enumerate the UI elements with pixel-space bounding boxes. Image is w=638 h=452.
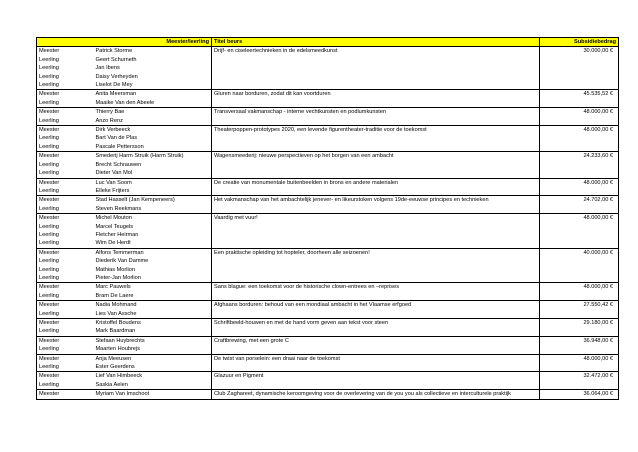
person-role: Leerling: [37, 381, 94, 390]
person-role: Leerling: [37, 274, 94, 283]
subsidy-amount: 48.000,00 €: [540, 178, 619, 196]
table-row: [37, 90, 619, 99]
table-row: [37, 196, 619, 205]
person-name: Brecht Schrauwen: [94, 161, 212, 169]
subsidy-amount: 32.472,00 €: [540, 372, 619, 390]
person-role: Leerling: [37, 64, 94, 72]
person-role: Meester: [37, 336, 94, 345]
table-row: [37, 214, 619, 223]
subsidy-amount: 48.000,00 €: [540, 354, 619, 372]
person-role: Leerling: [37, 134, 94, 142]
person-role: Leerling: [37, 117, 94, 126]
subsidy-amount: 24.702,00 €: [540, 196, 619, 214]
person-name: Dieter Van Mol: [94, 169, 212, 178]
person-role: Meester: [37, 47, 94, 56]
subsidy-amount: 27.550,42 €: [540, 301, 619, 319]
header-subsidy-amount: Subsidiebedrag: [540, 38, 619, 47]
subsidy-amount: 48.000,00 €: [540, 283, 619, 301]
person-name: Jan Ibens: [94, 64, 212, 72]
person-name: Liselot De Mey: [94, 81, 212, 90]
grant-title: De creatie van monumentale buitenbeelden in brons en andere materialen: [212, 178, 540, 196]
person-name: Maarten Houbrejs: [94, 345, 212, 354]
person-name: Anja Meeusen: [94, 354, 212, 363]
table-row: [37, 47, 619, 56]
grant-title: Drijf- en ciseleertechnieken in de edelsmeedkunst: [212, 47, 540, 90]
person-role: Meester: [37, 390, 94, 399]
table-row: [37, 152, 619, 161]
grant-title: Transversaal vakmanschap - interne vechtkunsten en podiumkunsten: [212, 108, 540, 126]
header-grant-title: Titel beurs: [212, 38, 540, 47]
person-role: Meester: [37, 196, 94, 205]
person-role: Leerling: [37, 363, 94, 372]
person-role: Leerling: [37, 73, 94, 81]
person-name: Wim De Herdt: [94, 239, 212, 248]
person-name: Saskia Aelen: [94, 381, 212, 390]
subsidy-amount: 29.180,00 €: [540, 319, 619, 337]
table-row: [37, 390, 619, 399]
person-role: Meester: [37, 319, 94, 328]
table-row: [37, 126, 619, 135]
person-name: Fletcher Heirman: [94, 231, 212, 239]
subsidy-amount: 36.948,00 €: [540, 336, 619, 354]
person-name: Myriam Van Imschoot: [94, 390, 212, 399]
person-role: Meester: [37, 178, 94, 187]
person-role: Leerling: [37, 257, 94, 265]
grant-title: Theaterpoppen-prototypes 2020, een levende figurentheater-traditie voor de toekomst: [212, 126, 540, 152]
table-row: [37, 283, 619, 292]
person-name: Dirk Verbeeck: [94, 126, 212, 135]
person-role: Leerling: [37, 345, 94, 354]
person-role: Meester: [37, 108, 94, 117]
person-role: Leerling: [37, 266, 94, 274]
person-role: Leerling: [37, 239, 94, 248]
person-role: Meester: [37, 301, 94, 310]
person-name: Kristoffel Boudens: [94, 319, 212, 328]
person-name: Mathias Morlion: [94, 266, 212, 274]
person-role: Leerling: [37, 310, 94, 319]
person-role: Leerling: [37, 223, 94, 231]
person-name: Elleke Frijters: [94, 187, 212, 196]
person-name: Anzo Renz: [94, 117, 212, 126]
subsidy-amount: 45.535,52 €: [540, 90, 619, 108]
person-role: Leerling: [37, 81, 94, 90]
subsidy-amount: 48.000,00 €: [540, 214, 619, 249]
person-role: Leerling: [37, 187, 94, 196]
person-role: Leerling: [37, 169, 94, 178]
person-name: Lies Van Assche: [94, 310, 212, 319]
person-name: Stad Hasselt (Jan Kempeneers): [94, 196, 212, 205]
subsidy-amount: 40.000,00 €: [540, 248, 619, 283]
person-name: Bram De Laere: [94, 292, 212, 301]
person-name: Geert Schurneth: [94, 56, 212, 64]
grant-title: Wagensmeederij: nieuwe perspectieven op het borgen van een ambacht: [212, 152, 540, 178]
person-name: Steven Reekmans: [94, 205, 212, 214]
person-name: Ester Geerdens: [94, 363, 212, 372]
table-row: [37, 354, 619, 363]
grant-title: Het vakmanschap van het ambachtelijk jenever- en likeurstoken volgens 19de-eeuwse principes en technieken: [212, 196, 540, 214]
grant-title: De twist van porselein: een draai naar de toekomst: [212, 354, 540, 372]
table-row: [37, 301, 619, 310]
grant-title: Schriftbeeld-houwen en met de hand vorm geven aan tekst voor steen: [212, 319, 540, 337]
table-body: [37, 47, 619, 399]
grant-title: Een praktische opleiding tot hopteler, doorheen alle seizoenen!: [212, 248, 540, 283]
table-row: [37, 248, 619, 257]
person-role: Meester: [37, 90, 94, 99]
person-role: Meester: [37, 214, 94, 223]
grant-title: Vaardig met vuur!: [212, 214, 540, 249]
person-role: Leerling: [37, 99, 94, 108]
person-name: Mark Baardman: [94, 327, 212, 336]
person-name: Smederij Harm Struik (Harm Struik): [94, 152, 212, 161]
subsidy-amount: 30.000,00 €: [540, 47, 619, 90]
person-name: Maaike Van den Abeele: [94, 99, 212, 108]
person-name: Pascale Pettersson: [94, 143, 212, 152]
person-name: Lief Van Himbeeck: [94, 372, 212, 381]
table-row: [37, 319, 619, 328]
person-name: Daisy Verheyden: [94, 73, 212, 81]
subsidy-amount: 48.000,00 €: [540, 126, 619, 152]
grant-title: Glazuur en Pigment: [212, 372, 540, 390]
person-name: Stefaan Huybrechts: [94, 336, 212, 345]
person-name: Marcel Teugels: [94, 223, 212, 231]
person-name: Anita Meersman: [94, 90, 212, 99]
grant-title: Sans blague: een toekomst voor de historische clown-entrees en –reprises: [212, 283, 540, 301]
person-name: Patrick Storme: [94, 47, 212, 56]
header-master-student: Meester/leerling: [37, 38, 212, 47]
person-role: Leerling: [37, 231, 94, 239]
person-role: Meester: [37, 126, 94, 135]
person-name: Alfons Temmerman: [94, 248, 212, 257]
person-name: Diederik Van Damme: [94, 257, 212, 265]
person-name: Nadia Mohmand: [94, 301, 212, 310]
person-role: Meester: [37, 372, 94, 381]
person-role: Leerling: [37, 292, 94, 301]
person-role: Leerling: [37, 143, 94, 152]
table-row: [37, 178, 619, 187]
grant-title: Afghaans borduren: behoud van een mondiaal ambacht in het Vlaamse erfgoed: [212, 301, 540, 319]
person-name: Michel Mouton: [94, 214, 212, 223]
person-name: Bart Van de Plas: [94, 134, 212, 142]
person-role: Leerling: [37, 327, 94, 336]
person-name: Thierry Bae: [94, 108, 212, 117]
grant-title: Craftbrewing, met een grote C: [212, 336, 540, 354]
header-row: [37, 38, 619, 47]
person-role: Leerling: [37, 205, 94, 214]
table-row: [37, 108, 619, 117]
person-name: Pieter-Jan Morlion: [94, 274, 212, 283]
person-role: Meester: [37, 354, 94, 363]
person-role: Leerling: [37, 161, 94, 169]
person-role: Meester: [37, 152, 94, 161]
subsidy-amount: 48.000,00 €: [540, 108, 619, 126]
person-role: Leerling: [37, 56, 94, 64]
person-name: Marc Pauwels: [94, 283, 212, 292]
person-name: Luc Van Soom: [94, 178, 212, 187]
subsidy-amount: 36.064,00 €: [540, 390, 619, 399]
grant-title: Club Zaghareet, dynamische keroomgeving voor de overlevering van de you you als collectieve en interculturele praktijk: [212, 390, 540, 399]
grants-table: [36, 37, 619, 400]
table-row: [37, 336, 619, 345]
grant-title: Gluren naar borduren, zodat dit kan voortduren: [212, 90, 540, 108]
subsidy-amount: 24.233,60 €: [540, 152, 619, 178]
person-role: Meester: [37, 283, 94, 292]
table-row: [37, 372, 619, 381]
person-role: Meester: [37, 248, 94, 257]
